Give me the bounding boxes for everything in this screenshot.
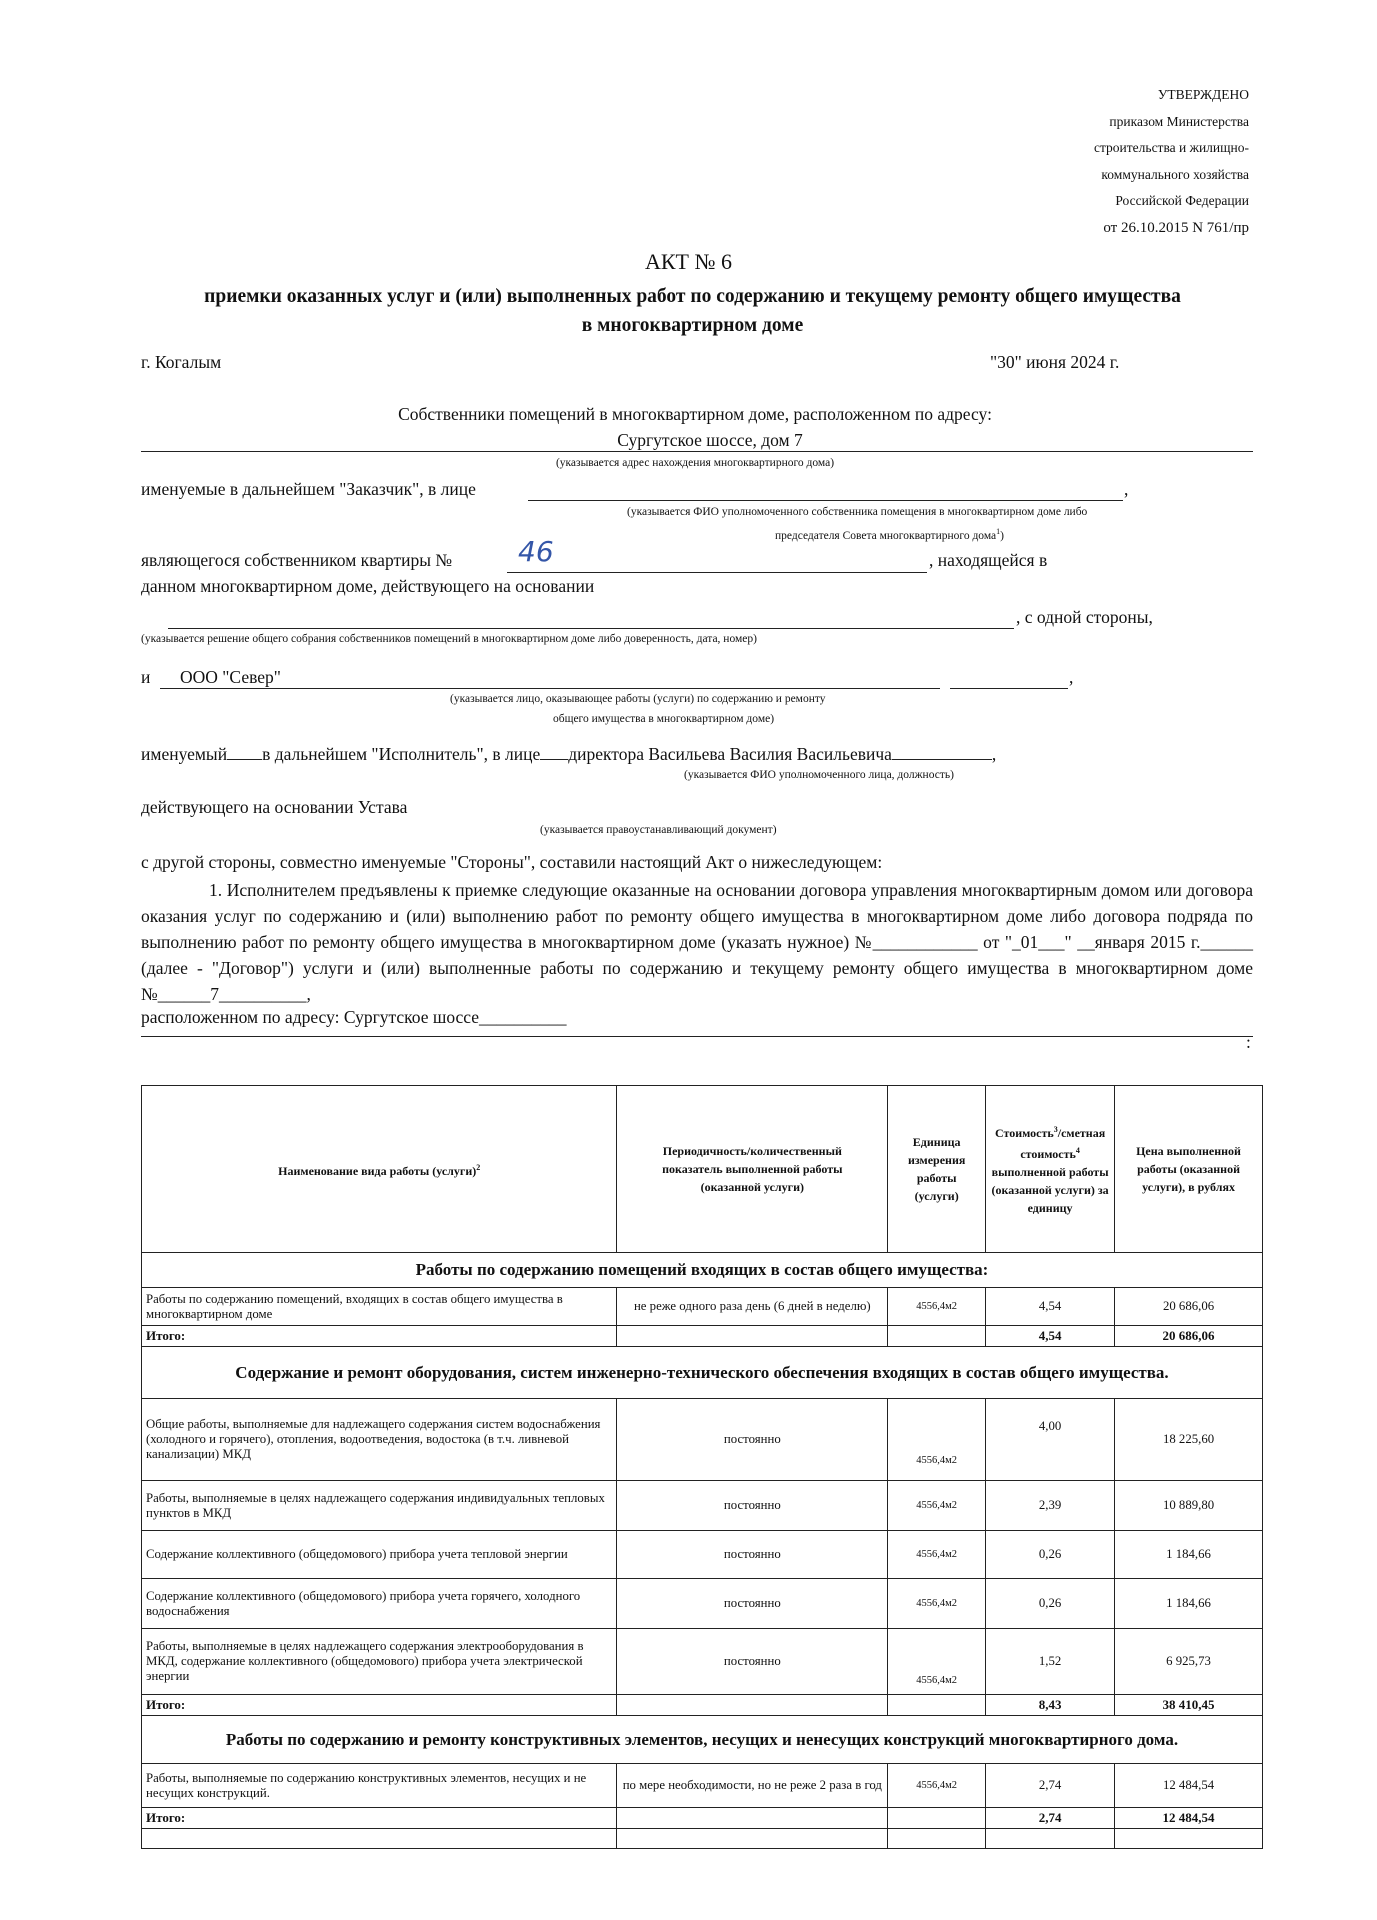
work-period: постоянно [617,1399,888,1481]
work-cost: 4,00 [986,1399,1115,1481]
header-cost [986,1086,1115,1253]
work-cost: 4,54 [986,1288,1115,1326]
header-cost-b: /сметная стоимость [1020,1126,1106,1161]
and-label: и [141,667,151,687]
clause-1-address-line [141,1036,1253,1037]
rep-blank [540,743,568,760]
work-unit: 4556,4м2 [888,1399,986,1481]
work-name: Работы, выполняемые в целях надлежащего содержания электрооборудования в МКД, содержание коллективного (общедомового) прибора учета электрической энергии [142,1629,617,1695]
header-price: Цена выполненной работы (оказанной услуги), в рублях [1115,1086,1263,1253]
act-title-line1: приемки оказанных услуг и (или) выполненных работ по содержанию и текущему ремонту общего имущества [204,286,1181,307]
work-period: постоянно [617,1531,888,1579]
work-period: постоянно [617,1481,888,1531]
table-row [142,1399,1263,1481]
approved-line: УТВЕРЖДЕНО [1157,87,1249,102]
section-row [142,1347,1263,1399]
total-price: 38 410,45 [1115,1695,1263,1716]
section-title: Содержание и ремонт оборудования, систем инженерно-технического обеспечения входящих в состав общего имущества. [142,1347,1263,1399]
work-period: по мере необходимости, но не реже 2 раза в год [617,1764,888,1808]
contractor-hint: (указывается лицо, оказывающее работы (услуги) по содержанию и ремонту [450,693,826,705]
customer-hint-2 [775,527,1004,542]
act-title [120,282,1265,340]
customer-label: именуемые в дальнейшем "Заказчик", в лице [141,479,476,499]
empty-cell [888,1829,986,1849]
customer-hint-2-end: ) [1000,529,1004,542]
empty-row [142,1829,1263,1849]
work-price: 18 225,60 [1115,1399,1263,1481]
section-title: Работы по содержанию помещений входящих в состав общего имущества: [142,1253,1263,1288]
property-address: Сургутское шоссе, дом 7 [141,430,1253,452]
address-hint: (указывается адрес нахождения многоквартирного дома) [555,457,835,469]
work-price: 10 889,80 [1115,1481,1263,1531]
total-empty [617,1808,888,1829]
work-cost: 2,39 [986,1481,1115,1531]
customer-comma: , [1124,479,1129,499]
header-name-text: Наименование вида работы (услуги) [278,1163,477,1178]
work-price: 1 184,66 [1115,1531,1263,1579]
header-period: Периодичность/количественный показатель выполненной работы (оказанной услуги) [617,1086,888,1253]
named-label [141,743,996,765]
clause-1-colon: : [1246,1032,1251,1052]
total-cost: 2,74 [986,1808,1115,1829]
work-price: 1 184,66 [1115,1579,1263,1629]
rep-hint: (указывается ФИО уполномоченного лица, должность) [684,769,954,781]
owner-label: являющегося собственником квартиры № [141,550,453,570]
header-unit: Единица измерения работы (услуги) [888,1086,986,1253]
empty-cell [617,1829,888,1849]
flat-number-handwritten: 46 [518,535,554,568]
total-empty [888,1326,986,1347]
work-unit: 4556,4м2 [888,1288,986,1326]
work-unit: 4556,4м2 [888,1481,986,1531]
total-price: 20 686,06 [1115,1326,1263,1347]
act-number: АКТ № 6 [645,249,732,274]
flat-number-field [507,550,927,573]
total-empty [617,1695,888,1716]
representative: директора Васильева Василия Васильевича [568,744,892,764]
basis-field [168,607,1014,629]
table-header-row [142,1086,1263,1253]
customer-hint-2-text: председателя Совета многоквартирного дома [775,529,997,542]
work-unit: 4556,4м2 [888,1764,986,1808]
basis-hint: (указывается решение общего собрания собственников помещений в многоквартирном доме либо доверенность, дата, номер) [141,633,757,645]
total-empty [888,1695,986,1716]
approved-line: Российской Федерации [1115,193,1249,208]
work-unit: 4556,4м2 [888,1579,986,1629]
work-unit: 4556,4м2 [888,1629,986,1695]
customer-name-field [528,479,1123,501]
work-name: Работы, выполняемые по содержанию конструктивных элементов, несущих и не несущих конструкций. [142,1764,617,1808]
contractor-extra-field [950,667,1068,689]
work-cost: 0,26 [986,1579,1115,1629]
work-cost: 2,74 [986,1764,1115,1808]
empty-cell [1115,1829,1263,1849]
total-cost: 8,43 [986,1695,1115,1716]
named-label-b: в дальнейшем "Исполнитель", в лице [262,744,541,764]
work-price: 12 484,54 [1115,1764,1263,1808]
table-row [142,1764,1263,1808]
total-price: 12 484,54 [1115,1808,1263,1829]
total-label: Итого: [142,1695,617,1716]
work-name: Работы, выполняемые в целях надлежащего содержания индивидуальных тепловых пунктов в МКД [142,1481,617,1531]
section-row [142,1253,1263,1288]
table-row [142,1531,1263,1579]
total-row [142,1808,1263,1829]
one-side-label: , с одной стороны, [1016,607,1153,627]
work-name: Общие работы, выполняемые для надлежащего содержания систем водоснабжения (холодного и горячего), отопления, водоотведения, водостока (в т.ч. ливневой канализации) МКД [142,1399,617,1481]
total-row [142,1695,1263,1716]
total-row [142,1326,1263,1347]
basis-label: данном многоквартирном доме, действующего на основании [141,576,595,596]
table-row [142,1629,1263,1695]
total-empty [888,1808,986,1829]
named-blank [227,743,262,760]
work-unit: 4556,4м2 [888,1531,986,1579]
contractor-name-field [160,667,940,689]
works-table [141,1085,1263,1849]
header-cost-a: Стоимость [994,1126,1054,1140]
footnote-1: 1 [996,527,1001,536]
work-period: постоянно [617,1579,888,1629]
named-label-a: именуемый [141,744,228,764]
approved-line: приказом Министерства [1109,113,1249,129]
table-row [142,1481,1263,1531]
approval-stamp-block [1094,82,1249,241]
work-period: не реже одного раза день (6 дней в неделю) [617,1288,888,1326]
acting-basis: действующего на основании Устава [141,797,408,817]
total-cost: 4,54 [986,1326,1115,1347]
clause-1-address: расположенном по адресу: Сургутское шоссе__________ [141,1007,567,1027]
section-row [142,1716,1263,1764]
work-period: постоянно [617,1629,888,1695]
other-side: с другой стороны, совместно именуемые "Стороны", составили настоящий Акт о нижеследующем: [141,852,883,872]
clause-1: 1. Исполнителем предъявлены к приемке следующие оказанные на основании договора управления многоквартирным домом или договора оказания услуг по содержанию и (или) выполнению работ по ремонту общего имущества в многоквартирном доме либо договора подряда по выполнению работ по ремонту общего имущества в многоквартирном доме (указать нужное) №____________ от "_01___" __января 2015 г.______ (далее - "Договор") услуги и (или) выполненные работы по содержанию и текущему ремонту общего имущества в многоквартирном доме №______7__________, [141,880,1253,1004]
footnote-3: 3 [1053,1125,1058,1134]
act-date: "30" июня 2024 г. [990,352,1120,372]
located-label: , находящейся в [929,550,1048,570]
contractor-comma: , [1069,667,1074,687]
work-cost: 1,52 [986,1629,1115,1695]
total-empty [617,1326,888,1347]
work-name: Содержание коллективного (общедомового) прибора учета горячего, холодного водоснабжения [142,1579,617,1629]
footnote-2: 2 [476,1162,481,1172]
work-price: 6 925,73 [1115,1629,1263,1695]
rep-comma: , [991,744,997,764]
approved-line: коммунального хозяйства [1101,166,1249,182]
contractor-hint-2: общего имущества в многоквартирном доме) [553,713,775,725]
approved-line: строительства и жилищно- [1094,140,1249,155]
approved-order: от 26.10.2015 N 761/пр [1103,219,1249,236]
total-label: Итого: [142,1326,617,1347]
customer-hint: (указывается ФИО уполномоченного собственника помещения в многоквартирном доме либо [627,506,1088,518]
contractor-name: ООО "Север" [180,667,281,687]
empty-cell [142,1829,617,1849]
city: г. Когалым [141,352,222,372]
section-title: Работы по содержанию и ремонту конструктивных элементов, несущих и ненесущих конструкций многоквартирного дома. [142,1716,1263,1764]
header-name [142,1086,617,1253]
header-cost-c: выполненной работы (оказанной услуги) за единицу [991,1165,1109,1215]
table-row [142,1288,1263,1326]
work-name: Работы по содержанию помещений, входящих в состав общего имущества в многоквартирном доме [142,1288,617,1326]
owners-intro: Собственники помещений в многоквартирном доме, расположенном по адресу: [398,404,992,424]
work-name: Содержание коллективного (общедомового) прибора учета тепловой энергии [142,1531,617,1579]
total-label: Итого: [142,1808,617,1829]
acting-hint: (указывается правоустанавливающий документ) [540,824,777,836]
empty-cell [986,1829,1115,1849]
rep-tail-blank [892,743,992,760]
footnote-4: 4 [1075,1146,1080,1155]
work-price: 20 686,06 [1115,1288,1263,1326]
act-title-line2: в многоквартирном доме [581,315,804,336]
work-cost: 0,26 [986,1531,1115,1579]
table-row [142,1579,1263,1629]
